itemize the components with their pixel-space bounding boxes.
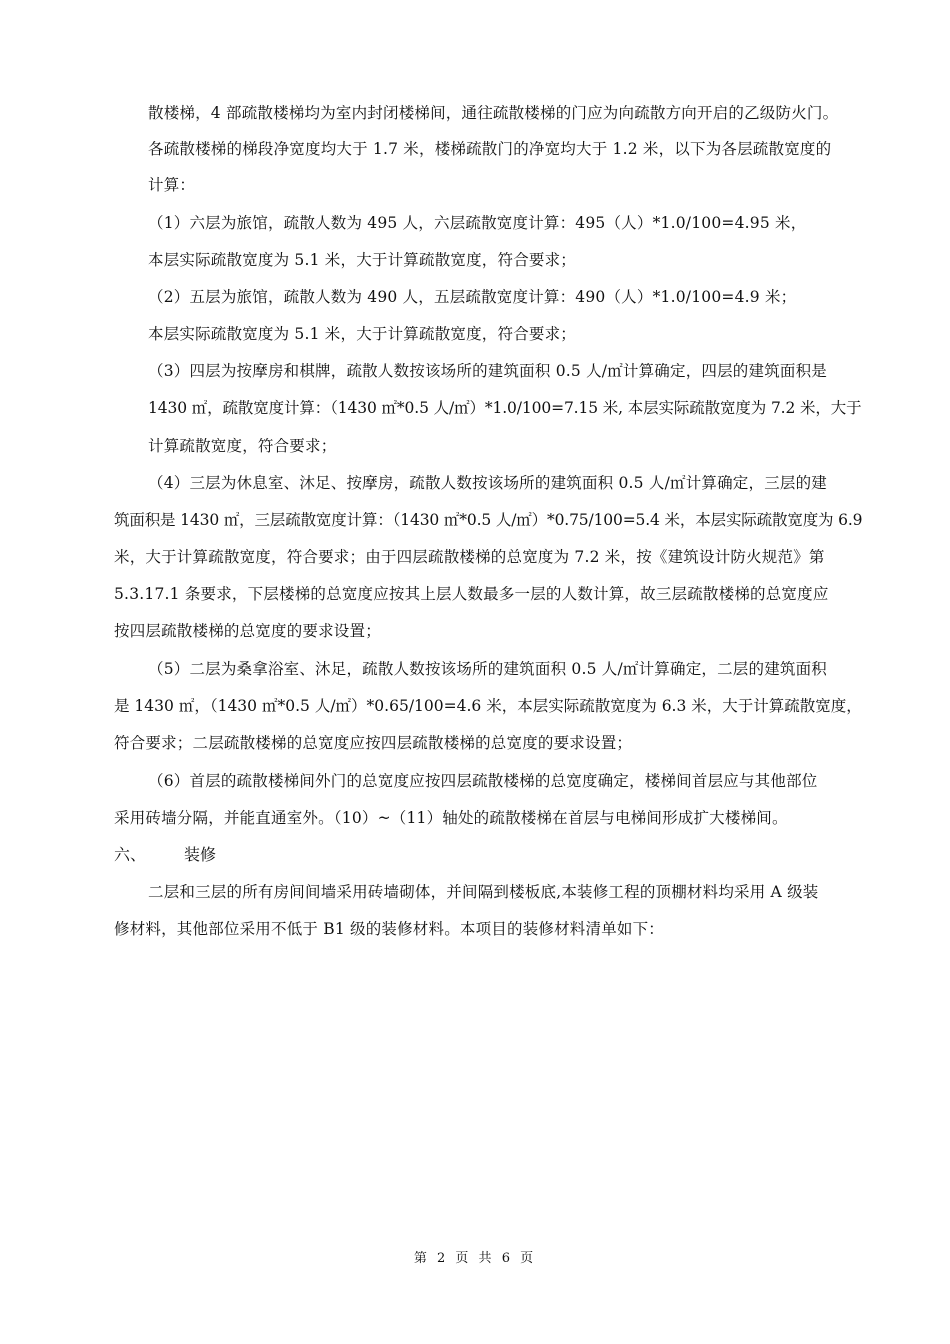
body-line: （6）首层的疏散楼梯间外门的总宽度应按四层疏散楼梯的总宽度确定，楼梯间首层应与其他部位 [148,772,818,790]
body-line: 计算疏散宽度，符合要求； [148,437,337,455]
body-line: （3）四层为按摩房和棋牌，疏散人数按该场所的建筑面积 0.5 人/㎡计算确定，四层的建筑面积是 [148,362,827,380]
body-line: 本层实际疏散宽度为 5.1 米，大于计算疏散宽度，符合要求； [148,325,577,343]
body-line: 1430 ㎡，疏散宽度计算：（1430 ㎡*0.5 人/㎡）*1.0/100=7.15 米, 本层实际疏散宽度为 7.2 米，大于 [148,399,862,417]
body-line: 符合要求；二层疏散楼梯的总宽度应按四层疏散楼梯的总宽度的要求设置； [114,734,633,752]
section-number: 六、 [114,845,147,864]
section-heading [114,846,216,864]
body-line: 本层实际疏散宽度为 5.1 米，大于计算疏散宽度，符合要求； [148,251,577,269]
body-line: 采用砖墙分隔，并能直通室外。（10）~（11）轴处的疏散楼梯在首层与电梯间形成扩大楼梯间。 [114,809,788,827]
body-line: 按四层疏散楼梯的总宽度的要求设置； [114,622,381,640]
body-line: 米，大于计算疏散宽度，符合要求；由于四层疏散楼梯的总宽度为 7.2 米，按《建筑设计防火规范》第 [114,548,825,566]
body-line: 是 1430 ㎡，（1430 ㎡*0.5 人/㎡）*0.65/100=4.6 米，本层实际疏散宽度为 6.3 米，大于计算疏散宽度， [114,697,862,715]
body-line: 计算： [148,176,196,194]
body-line: 散楼梯，4 部疏散楼梯均为室内封闭楼梯间，通往疏散楼梯的门应为向疏散方向开启的乙级防火门。 [148,104,839,122]
body-line: （2）五层为旅馆，疏散人数为 490 人，五层疏散宽度计算：490（人）*1.0/100=4.9 米； [148,288,797,306]
body-line: （4）三层为休息室、沐足、按摩房，疏散人数按该场所的建筑面积 0.5 人/㎡计算确定，三层的建 [148,474,827,492]
body-line: 各疏散楼梯的梯段净宽度均大于 1.7 米，楼梯疏散门的净宽均大于 1.2 米，以下为各层疏散宽度的 [148,140,832,158]
body-line: （1）六层为旅馆，疏散人数为 495 人，六层疏散宽度计算：495（人）*1.0/100=4.95 米， [148,214,807,232]
body-line: 二层和三层的所有房间间墙采用砖墙砌体，并间隔到楼板底,本装修工程的顶棚材料均采用 A 级装 [148,883,819,901]
body-line: 5.3.17.1 条要求，下层楼梯的总宽度应按其上层人数最多一层的人数计算，故三层疏散楼梯的总宽度应 [114,585,829,603]
section-title: 装修 [184,845,217,864]
body-line: （5）二层为桑拿浴室、沐足，疏散人数按该场所的建筑面积 0.5 人/㎡计算确定，二层的建筑面积 [148,660,827,678]
page-footer: 第 2 页 共 6 页 [413,1251,537,1266]
body-line: 修材料，其他部位采用不低于 B1 级的装修材料。本项目的装修材料清单如下： [114,920,665,938]
body-line: 筑面积是 1430 ㎡，三层疏散宽度计算：（1430 ㎡*0.5 人/㎡）*0.75/100=5.4 米，本层实际疏散宽度为 6.9 [114,511,863,529]
